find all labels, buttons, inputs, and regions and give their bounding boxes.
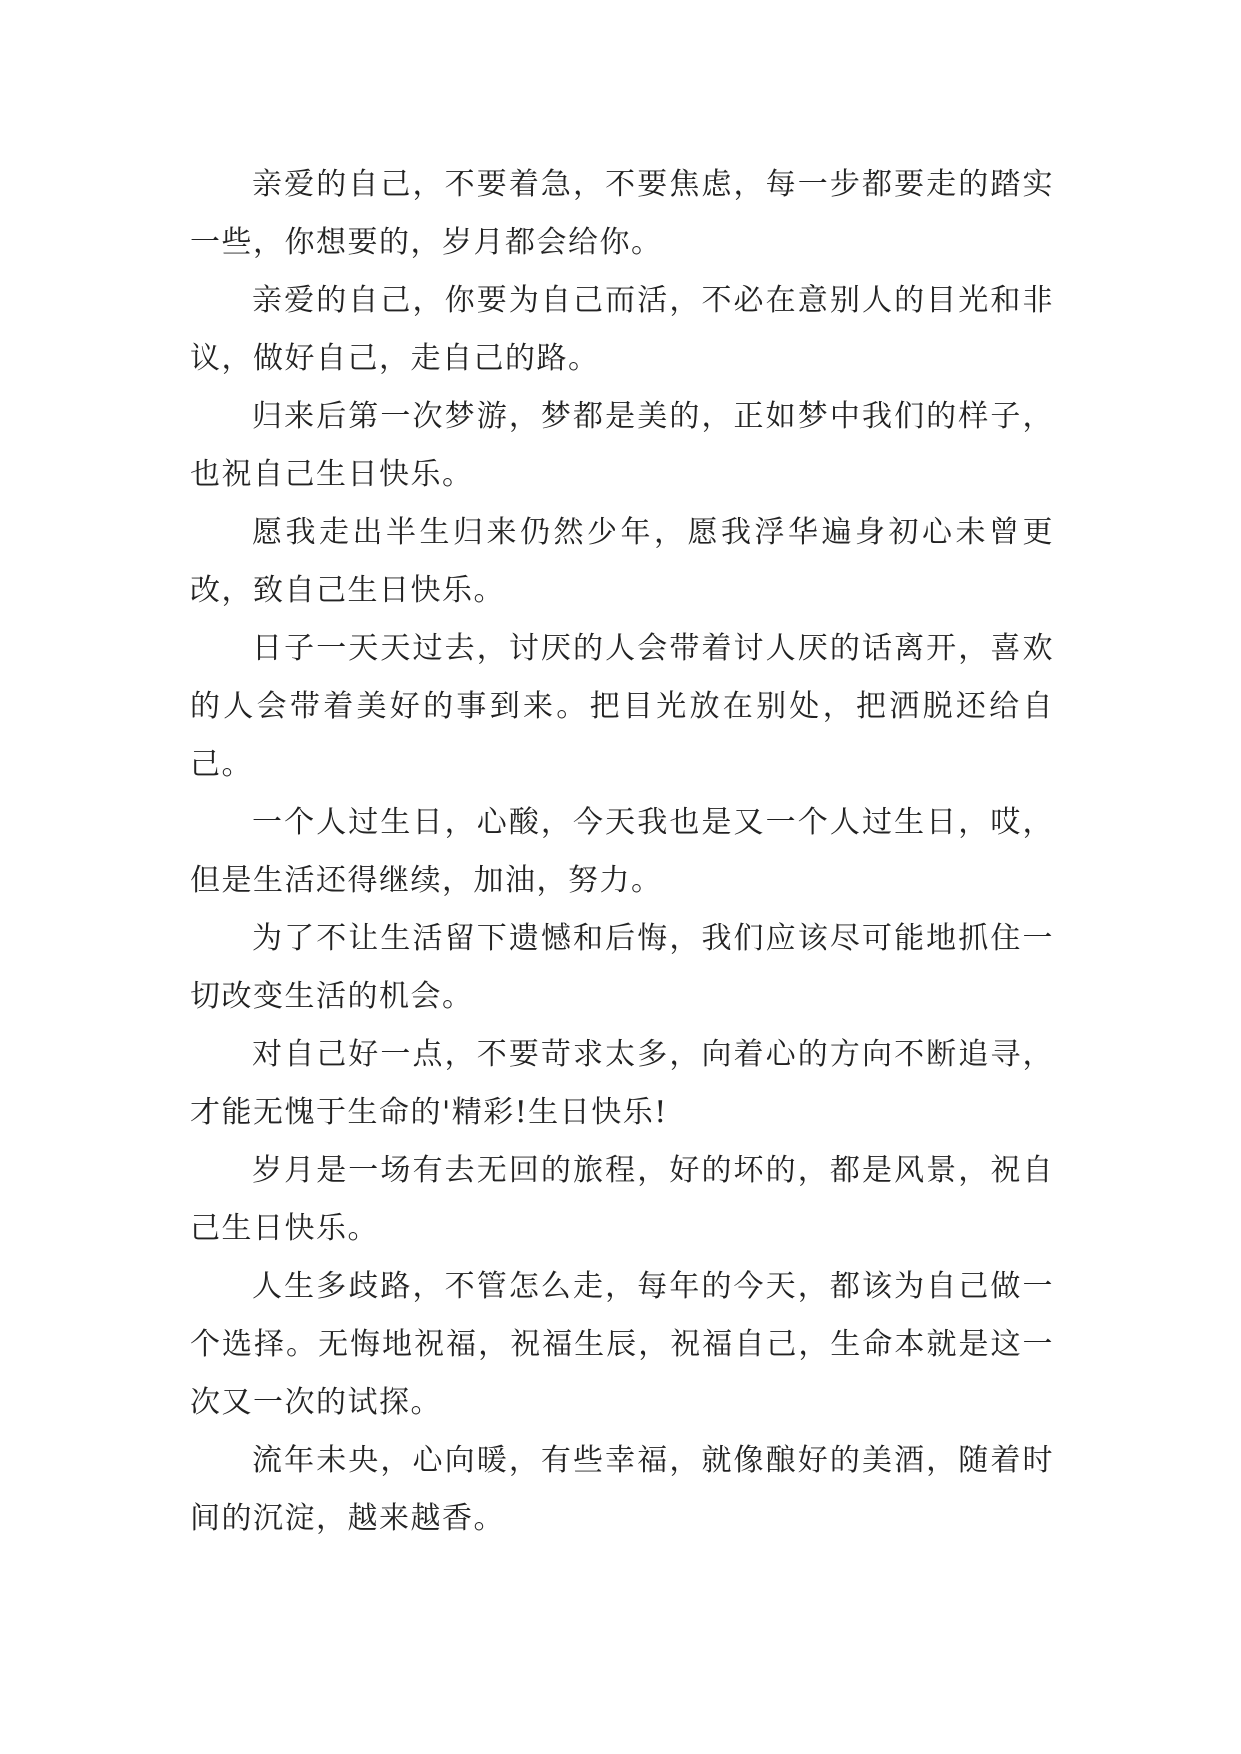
document-body [190, 156, 1054, 1548]
paragraph: 亲爱的自己，不要着急，不要焦虑，每一步都要走的踏实一些，你想要的，岁月都会给你。 [190, 167, 1054, 260]
paragraph: 对自己好一点，不要苛求太多，向着心的方向不断追寻，才能无愧于生命的'精彩!生日快乐! [190, 1037, 1054, 1130]
paragraph: 亲爱的自己，你要为自己而活，不必在意别人的目光和非议，做好自己，走自己的路。 [190, 283, 1054, 376]
paragraph: 为了不让生活留下遗憾和后悔，我们应该尽可能地抓住一切改变生活的机会。 [190, 921, 1054, 1014]
paragraph: 归来后第一次梦游，梦都是美的，正如梦中我们的样子，也祝自己生日快乐。 [190, 399, 1054, 492]
paragraph: 愿我走出半生归来仍然少年，愿我浮华遍身初心未曾更改，致自己生日快乐。 [190, 515, 1054, 608]
paragraph: 一个人过生日，心酸，今天我也是又一个人过生日，哎，但是生活还得继续，加油，努力。 [190, 805, 1054, 898]
paragraph: 流年未央，心向暖，有些幸福，就像酿好的美酒，随着时间的沉淀，越来越香。 [190, 1443, 1054, 1536]
paragraph: 人生多歧路，不管怎么走，每年的今天，都该为自己做一个选择。无悔地祝福，祝福生辰，祝福自己，生命本就是这一次又一次的试探。 [190, 1269, 1054, 1420]
paragraph: 岁月是一场有去无回的旅程，好的坏的，都是风景，祝自己生日快乐。 [190, 1153, 1054, 1246]
paragraph: 日子一天天过去，讨厌的人会带着讨人厌的话离开，喜欢的人会带着美好的事到来。把目光放在别处，把洒脱还给自己。 [190, 631, 1054, 782]
